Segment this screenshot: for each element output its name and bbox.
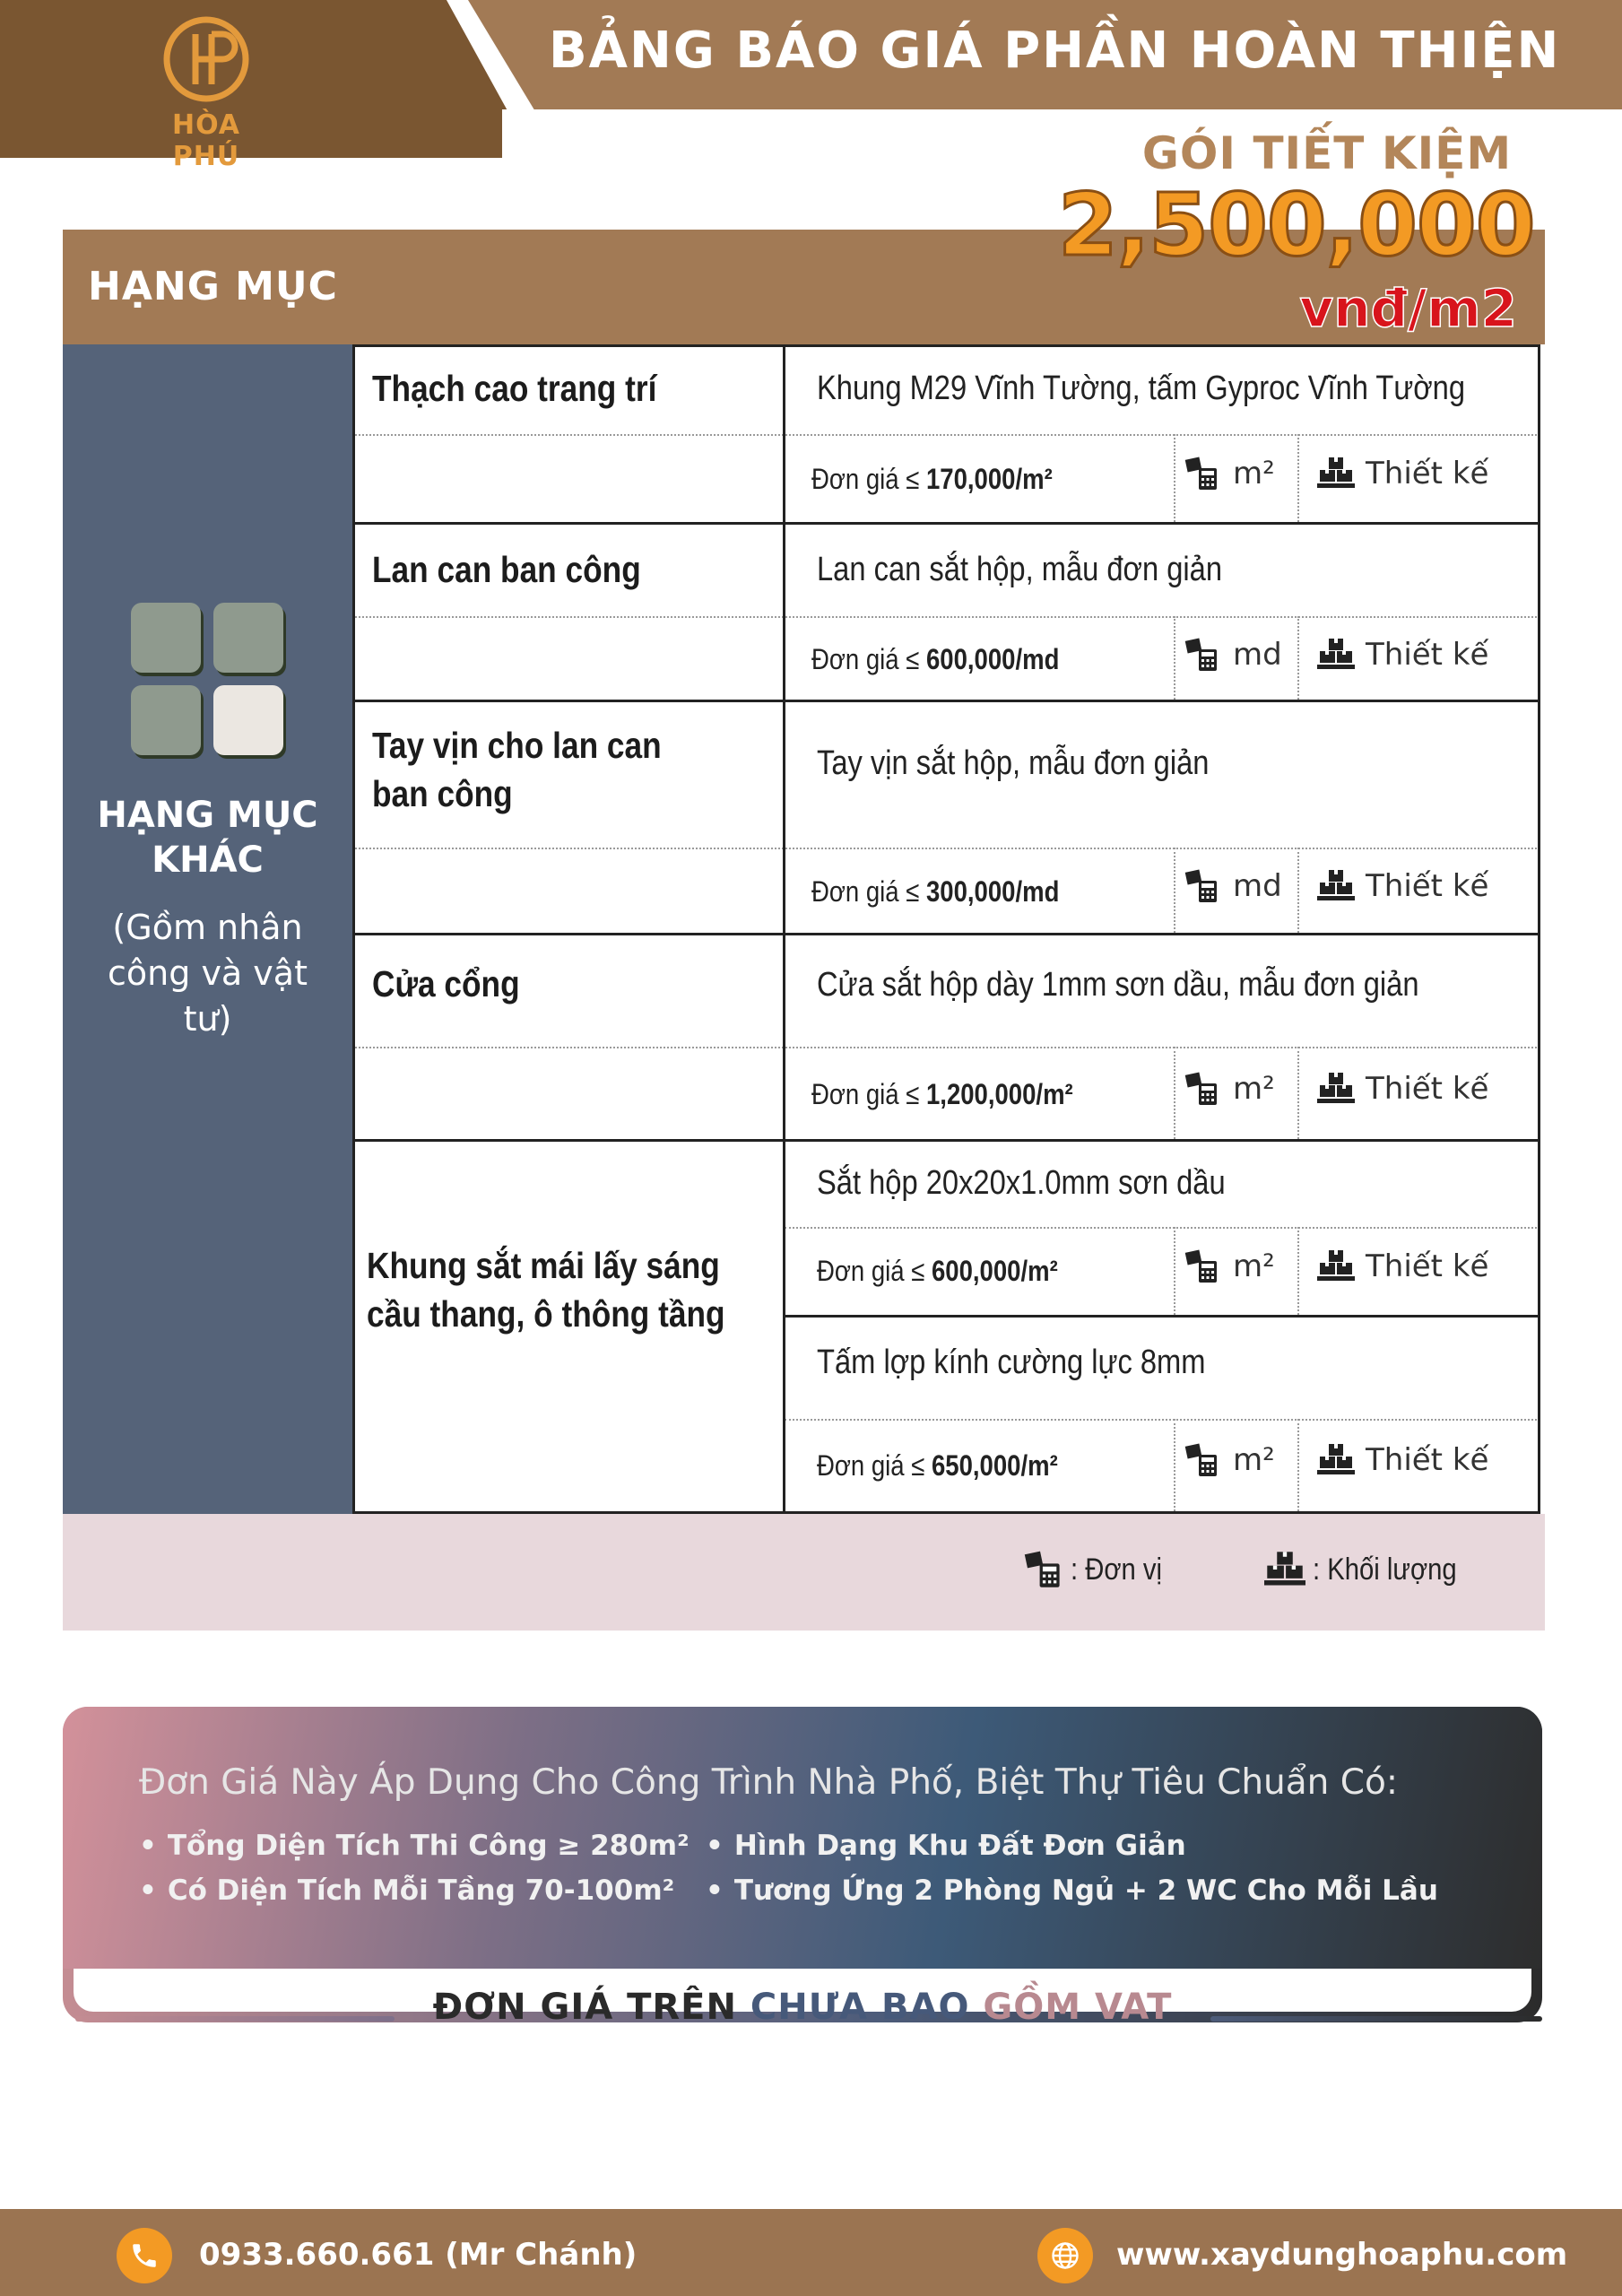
- legend-unit-label: : Đơn vị: [1071, 1552, 1163, 1587]
- column-divider: [352, 344, 355, 1514]
- item-unit: m²: [1184, 1442, 1301, 1478]
- row-divider: [352, 522, 1540, 525]
- package-price-unit: vnđ/m2: [1299, 278, 1517, 339]
- condition-item: • Có Diện Tích Mỗi Tầng 70-100m²: [139, 1874, 674, 1907]
- category-title: HẠNG MỤC KHÁC: [97, 795, 318, 881]
- row-subdivider: [352, 434, 1540, 436]
- cell-divider: [1174, 1227, 1175, 1315]
- unit-icon: [1184, 637, 1220, 673]
- item-quantity: Thiết kế: [1317, 637, 1532, 673]
- conditions-heading: Đơn Giá Này Áp Dụng Cho Công Trình Nhà Phố, Biệt Thự Tiêu Chuẩn Có:: [139, 1762, 1398, 1803]
- unit-icon: [1184, 456, 1220, 491]
- legend-quantity: [1264, 1550, 1480, 1589]
- item-name: Khung sắt mái lấy sáng cầu thang, ô thông tầng: [367, 1245, 725, 1335]
- item-unit: md: [1184, 868, 1301, 904]
- column-divider: [783, 344, 785, 1514]
- row-subdivider: [352, 848, 1540, 849]
- item-unit: md: [1184, 637, 1301, 673]
- item-quantity: Thiết kế: [1317, 456, 1532, 491]
- legend: [63, 1514, 1545, 1631]
- row-divider: [352, 700, 1540, 702]
- package-name: GÓI TIẾT KIỆM: [1141, 127, 1513, 179]
- item-description: Lan can sắt hộp, mẫu đơn giản: [817, 551, 1223, 588]
- cell-divider: [1174, 848, 1175, 933]
- row-subdivider: [352, 1047, 1540, 1048]
- item-description: Sắt hộp 20x20x1.0mm sơn dầu: [817, 1164, 1226, 1202]
- row-subdivider: [785, 1419, 1540, 1421]
- vat-underline: [1210, 2016, 1542, 2022]
- page-title: BẢNG BÁO GIÁ PHẦN HOÀN THIỆN: [549, 22, 1561, 80]
- boxes-icon: [1317, 637, 1355, 673]
- logo-name: HÒA PHÚ: [171, 109, 241, 172]
- phone-number[interactable]: 0933.660.661 (Mr Chánh): [199, 2237, 638, 2273]
- cell-divider: [1174, 1419, 1175, 1511]
- unit-icon: [1184, 1442, 1220, 1478]
- cell-divider: [1174, 434, 1175, 522]
- boxes-icon: [1317, 1442, 1355, 1478]
- item-name: Thạch cao trang trí: [372, 368, 657, 409]
- item-unit: m²: [1184, 1071, 1301, 1107]
- price-table: [352, 344, 1540, 1514]
- item-price: Đơn giá ≤ 300,000/md: [811, 875, 1060, 908]
- item-unit: m²: [1184, 456, 1301, 491]
- tiles-icon: [131, 603, 283, 755]
- row-subdivider: [785, 1227, 1540, 1229]
- column-divider: [1538, 344, 1540, 1514]
- phone-icon: [117, 2228, 172, 2283]
- cell-divider: [1174, 1047, 1175, 1139]
- vat-note: ĐƠN GIÁ TRÊN CHƯA BAO GỒM VAT: [432, 1987, 1173, 2028]
- item-name: Lan can ban công: [372, 549, 641, 590]
- boxes-icon: [1317, 1248, 1355, 1284]
- boxes-icon: [1317, 868, 1355, 904]
- row-subdivider: [352, 616, 1540, 618]
- condition-item: • Hình Dạng Khu Đất Đơn Giản: [706, 1830, 1186, 1862]
- item-quantity: Thiết kế: [1317, 1248, 1532, 1284]
- cell-divider: [1174, 616, 1175, 700]
- item-description: Tấm lợp kính cường lực 8mm: [817, 1344, 1206, 1381]
- condition-item: • Tương Ứng 2 Phòng Ngủ + 2 WC Cho Mỗi Lầu: [706, 1874, 1438, 1907]
- row-divider: [352, 1139, 1540, 1142]
- item-name: Cửa cổng: [372, 963, 520, 1004]
- item-name: Tay vịn cho lan can ban công: [372, 725, 662, 814]
- item-quantity: Thiết kế: [1317, 1071, 1532, 1107]
- item-quantity: Thiết kế: [1317, 1442, 1532, 1478]
- row-divider: [785, 1315, 1540, 1318]
- vat-underline: [75, 2016, 395, 2022]
- boxes-icon: [1317, 456, 1355, 491]
- item-price: Đơn giá ≤ 600,000/m²: [817, 1255, 1058, 1287]
- row-divider: [352, 344, 1540, 347]
- unit-icon: [1184, 1248, 1220, 1284]
- legend-quantity-label: : Khối lượng: [1313, 1552, 1457, 1587]
- item-quantity: Thiết kế: [1317, 868, 1532, 904]
- boxes-icon: [1264, 1550, 1305, 1589]
- unit-icon: [1184, 868, 1220, 904]
- unit-icon: [1024, 1550, 1063, 1589]
- condition-item: • Tổng Diện Tích Thi Công ≥ 280m²: [139, 1830, 690, 1862]
- item-description: Khung M29 Vĩnh Tường, tấm Gyproc Vĩnh Tường: [817, 370, 1466, 407]
- category-column: [63, 344, 352, 1514]
- item-price: Đơn giá ≤ 600,000/md: [811, 643, 1060, 675]
- globe-icon: [1037, 2228, 1093, 2283]
- boxes-icon: [1317, 1071, 1355, 1107]
- item-price: Đơn giá ≤ 1,200,000/m²: [811, 1078, 1073, 1110]
- item-price: Đơn giá ≤ 170,000/m²: [811, 463, 1053, 495]
- item-unit: m²: [1184, 1248, 1301, 1284]
- row-divider: [352, 933, 1540, 935]
- item-price: Đơn giá ≤ 650,000/m²: [817, 1449, 1058, 1482]
- hoa-phu-logo-icon: [160, 13, 253, 106]
- column-header-label: HẠNG MỤC: [88, 264, 338, 309]
- package-price: 2,500,000: [1058, 175, 1535, 275]
- item-description: Tay vịn sắt hộp, mẫu đơn giản: [817, 744, 1210, 782]
- category-subtitle: (Gồm nhân công và vật tư): [108, 908, 308, 1039]
- item-description: Cửa sắt hộp dày 1mm sơn dầu, mẫu đơn giản: [817, 966, 1419, 1004]
- unit-icon: [1184, 1071, 1220, 1107]
- legend-unit: [1024, 1550, 1177, 1589]
- website-link[interactable]: www.xaydunghoaphu.com: [1116, 2237, 1568, 2273]
- logo: [134, 13, 278, 172]
